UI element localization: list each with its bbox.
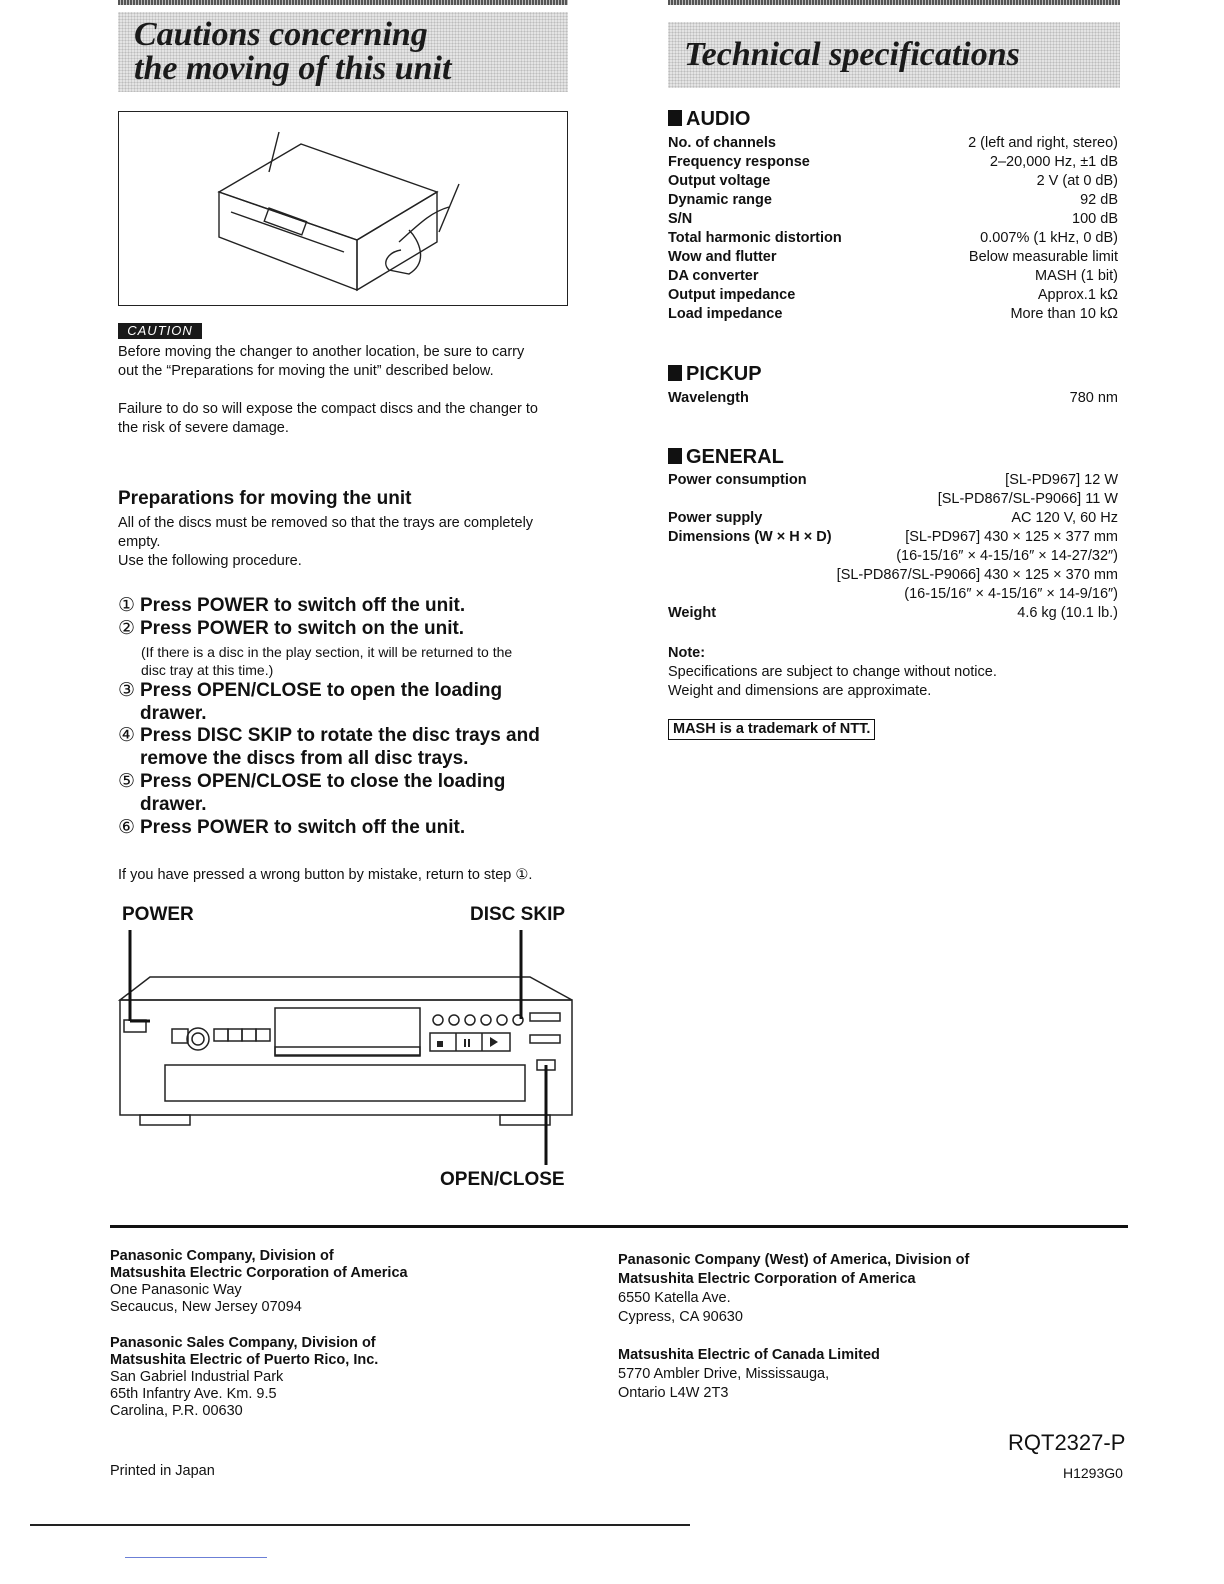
address-matsushita-canada — [618, 1346, 880, 1403]
caution-badge — [118, 323, 202, 339]
spec-value: [SL-PD967] 430 × 125 × 377 mm — [905, 529, 1118, 545]
caution-paragraph-2 — [118, 400, 578, 438]
trademark-box — [668, 719, 875, 740]
spec-row — [668, 230, 1118, 249]
step-2-note — [141, 643, 571, 679]
step-4 — [118, 724, 568, 770]
step-5-text-line2: drawer. — [140, 794, 207, 815]
prep-line3: Use the following procedure. — [118, 553, 302, 569]
pickup-heading — [668, 363, 762, 386]
spec-row — [668, 548, 1118, 567]
address-line: 6550 Katella Ave. — [618, 1290, 731, 1306]
caution-p2-line2: the risk of severe damage. — [118, 420, 289, 436]
spec-value: More than 10 kΩ — [1010, 306, 1118, 322]
spec-key: Total harmonic distortion — [668, 230, 842, 246]
cautions-title-line1: Cautions concerning — [134, 16, 428, 53]
spec-value: (16-15/16″ × 4-15/16″ × 14-27/32″) — [896, 548, 1118, 564]
spec-value: 0.007% (1 kHz, 0 dB) — [980, 230, 1118, 246]
step-2-text: Press POWER to switch on the unit. — [140, 618, 465, 639]
address-line: 65th Infantry Ave. Km. 9.5 — [110, 1386, 277, 1402]
prep-line1: All of the discs must be removed so that the trays are completely — [118, 515, 534, 531]
note-heading: Note: — [668, 645, 706, 661]
spec-value: 2–20,000 Hz, ±1 dB — [989, 154, 1118, 170]
label-disc-skip: DISC SKIP — [470, 904, 566, 925]
spec-row — [668, 192, 1118, 211]
spec-row — [668, 306, 1118, 325]
spec-row — [668, 491, 1118, 510]
spec-row — [668, 390, 1118, 409]
square-bullet-icon — [668, 448, 682, 464]
audio-heading — [668, 108, 750, 131]
general-heading — [668, 446, 784, 469]
step-1 — [118, 594, 568, 617]
spec-row — [668, 173, 1118, 192]
moving-illustration — [118, 111, 568, 306]
caution-p1-line2: out the “Preparations for moving the unit” described below. — [118, 363, 494, 379]
spec-row — [668, 211, 1118, 230]
address-panasonic-west — [618, 1251, 969, 1327]
spec-key: Output impedance — [668, 287, 796, 303]
spec-key: Wow and flutter — [668, 249, 777, 265]
general-heading-text: GENERAL — [686, 446, 784, 468]
cd-changer-front-panel-drawing — [110, 925, 580, 1170]
spec-row — [668, 135, 1118, 154]
spec-key: Dynamic range — [668, 192, 772, 208]
spec-key: Dimensions (W × H × D) — [668, 529, 832, 545]
spec-value: 780 nm — [1069, 390, 1118, 406]
address-line: Matsushita Electric Corporation of America — [110, 1265, 408, 1281]
address-panasonic-sales — [110, 1335, 378, 1420]
spec-row — [668, 268, 1118, 287]
spec-key: DA converter — [668, 268, 759, 284]
step-3-number: ③ — [118, 680, 136, 701]
spec-value: AC 120 V, 60 Hz — [1011, 510, 1118, 526]
person-carrying-unit-drawing — [119, 112, 567, 305]
step-3 — [118, 679, 568, 725]
note-line2: Weight and dimensions are approximate. — [668, 683, 932, 699]
spec-value: 92 dB — [1080, 192, 1118, 208]
step-5-text: Press OPEN/CLOSE to close the loading — [140, 771, 506, 792]
audio-heading-text: AUDIO — [686, 108, 751, 130]
address-line: One Panasonic Way — [110, 1282, 242, 1298]
step-6-number: ⑥ — [118, 817, 136, 838]
spec-row — [668, 567, 1118, 586]
top-rule-left — [118, 0, 568, 5]
spec-row — [668, 472, 1118, 491]
trademark-text: MASH is a trademark of NTT. — [673, 721, 871, 737]
spec-row — [668, 287, 1118, 306]
spec-value: Below measurable limit — [968, 249, 1118, 265]
caution-badge-text: CAUTION — [127, 323, 193, 338]
step-6 — [118, 816, 568, 839]
address-line: Ontario L4W 2T3 — [618, 1385, 729, 1401]
top-rule-right — [668, 0, 1120, 5]
step-5-number: ⑤ — [118, 771, 136, 792]
step-2 — [118, 617, 568, 640]
square-bullet-icon — [668, 365, 682, 381]
step-4-text: Press DISC SKIP to rotate the disc trays and — [140, 725, 540, 746]
caution-paragraph-1 — [118, 343, 578, 381]
spec-value: 2 (left and right, stereo) — [968, 135, 1118, 151]
spec-value: MASH (1 bit) — [1035, 268, 1118, 284]
spec-value: 2 V (at 0 dB) — [1036, 173, 1118, 189]
address-line: Carolina, P.R. 00630 — [110, 1403, 243, 1419]
spec-row — [668, 529, 1118, 548]
spec-value: [SL-PD967] 12 W — [1005, 472, 1118, 488]
step-3-text-line2: drawer. — [140, 703, 207, 724]
specs-title — [668, 22, 1120, 88]
specs-title-text: Technical specifications — [684, 36, 1020, 73]
address-line: Secaucus, New Jersey 07094 — [110, 1299, 302, 1315]
address-line: Panasonic Company, Division of — [110, 1248, 334, 1264]
bottom-blue-line — [125, 1557, 267, 1558]
preparations-heading: Preparations for moving the unit — [118, 488, 412, 509]
note-line1: Specifications are subject to change without notice. — [668, 664, 997, 680]
spec-key: Power consumption — [668, 472, 807, 488]
step-1-text: Press POWER to switch off the unit. — [140, 595, 466, 616]
label-power: POWER — [122, 904, 194, 925]
cautions-title — [118, 12, 568, 92]
spec-row — [668, 510, 1118, 529]
step-4-number: ④ — [118, 725, 136, 746]
step-5 — [118, 770, 568, 816]
spec-key: Power supply — [668, 510, 763, 526]
address-line: Panasonic Sales Company, Division of — [110, 1335, 376, 1351]
spec-key: No. of channels — [668, 135, 776, 151]
printed-in-japan: Printed in Japan — [110, 1463, 215, 1479]
document-code: RQT2327-P — [1008, 1430, 1126, 1455]
caution-p2-line1: Failure to do so will expose the compact discs and the changer to — [118, 401, 538, 417]
step-6-text: Press POWER to switch off the unit. — [140, 817, 466, 838]
spec-key: Wavelength — [668, 390, 749, 406]
spec-key: Weight — [668, 605, 717, 621]
mistake-note: If you have pressed a wrong button by mistake, return to step ①. — [118, 867, 533, 883]
address-line: San Gabriel Industrial Park — [110, 1369, 284, 1385]
address-line: Panasonic Company (West) of America, Division of — [618, 1252, 970, 1268]
spec-key: Load impedance — [668, 306, 783, 322]
prep-line2: empty. — [118, 534, 161, 550]
step-2-note-line2: disc tray at this time.) — [141, 662, 274, 678]
caution-p1-line1: Before moving the changer to another location, be sure to carry — [118, 344, 525, 360]
step-2-number: ② — [118, 618, 136, 639]
bottom-scan-line — [30, 1524, 690, 1526]
spec-value: [SL-PD867/SL-P9066] 11 W — [937, 491, 1118, 507]
spec-row — [668, 605, 1118, 624]
address-panasonic-company — [110, 1248, 408, 1316]
spec-key: Frequency response — [668, 154, 810, 170]
spec-key: Output voltage — [668, 173, 771, 189]
document-subcode: H1293G0 — [1063, 1465, 1123, 1481]
spec-row — [668, 249, 1118, 268]
address-line: Matsushita Electric of Puerto Rico, Inc. — [110, 1352, 379, 1368]
preparations-intro — [118, 514, 578, 571]
step-2-note-line1: (If there is a disc in the play section, it will be returned to the — [141, 644, 513, 660]
spec-value: (16-15/16″ × 4-15/16″ × 14-9/16″) — [904, 586, 1118, 602]
spec-row — [668, 586, 1118, 605]
spec-row — [668, 154, 1118, 173]
step-3-text: Press OPEN/CLOSE to open the loading — [140, 680, 503, 701]
pickup-heading-text: PICKUP — [686, 363, 762, 385]
address-line: 5770 Ambler Drive, Mississauga, — [618, 1366, 830, 1382]
spec-value: [SL-PD867/SL-P9066] 430 × 125 × 370 mm — [836, 567, 1118, 583]
cautions-title-line2: the moving of this unit — [134, 50, 452, 87]
step-4-text-line2: remove the discs from all disc trays. — [140, 748, 469, 769]
address-line: Matsushita Electric of Canada Limited — [618, 1347, 880, 1363]
step-1-number: ① — [118, 595, 136, 616]
footer-rule — [110, 1225, 1128, 1228]
address-line: Matsushita Electric Corporation of America — [618, 1271, 916, 1287]
spec-value: 100 dB — [1072, 211, 1118, 227]
spec-value: 4.6 kg (10.1 lb.) — [1017, 605, 1118, 621]
label-open-close: OPEN/CLOSE — [440, 1169, 565, 1190]
spec-value: Approx.1 kΩ — [1037, 287, 1118, 303]
square-bullet-icon — [668, 110, 682, 126]
spec-key: S/N — [668, 211, 693, 227]
address-line: Cypress, CA 90630 — [618, 1309, 743, 1325]
